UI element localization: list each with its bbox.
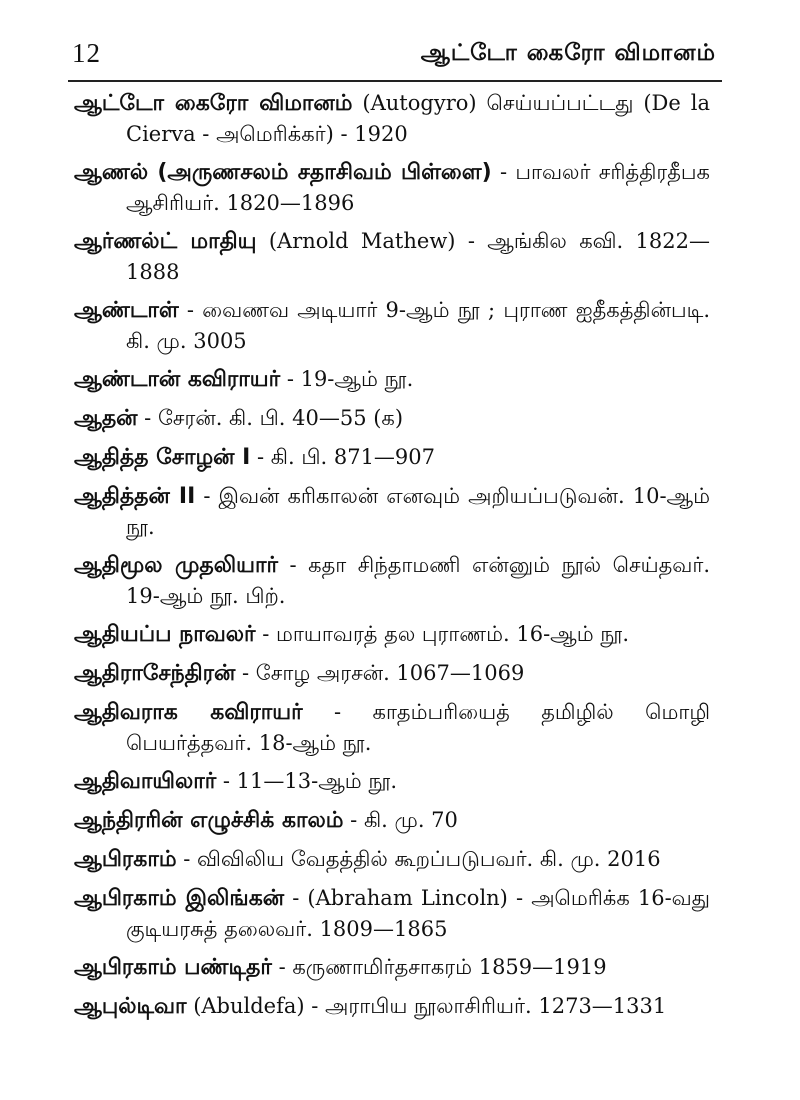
entry-text: - கி. பி. 871—907 [250,445,436,469]
entry-text: (Abuldefa) - அராபிய நூலாசிரியர். 1273—1331 [186,994,667,1018]
entry-text: - பாவலர் சரித்திரதீபக ஆசிரியர். 1820—1896 [126,160,710,215]
entry-head: ஆதித்த சோழன் I [74,445,251,470]
entry-aathiththan-ii [74,481,710,542]
entry-text: (Arnold Mathew) - ஆங்கில கவி. 1822—1888 [126,229,710,284]
entry-head: ஆதன் [74,406,138,431]
entry-text: - 19-ஆம் நூ. [280,367,414,391]
entry-aathiraasenthiran [74,658,710,689]
entry-aathimoola-muthaliyaar [74,550,710,611]
entry-aabirakaam-pandithar [74,952,710,983]
entry-text: - காதம்பரியைத் தமிழில் மொழி பெயர்த்தவர். 18-ஆம் நூ. [126,700,711,755]
page-header [72,32,716,78]
entry-aathiththa-chozhan [74,442,710,473]
entry-text: - இவன் கரிகாலன் எனவும் அறியப்படுவன். 10-ஆம் நூ. [126,484,710,539]
entry-text: - சோழ அரசன். 1067—1069 [235,661,525,685]
entry-head: ஆதிராசேந்திரன் [74,661,236,686]
entry-aanthirarin-ezhuchi [74,805,710,836]
entry-head: ஆணல் (அருணசலம் சதாசிவம் பிள்ளை) [74,160,492,185]
entry-text: - வைணவ அடியார் 9-ஆம் நூ ; புராண ஐதீகத்தின்படி. கி. மு. 3005 [126,298,710,353]
entry-text: (Autogyro) செய்யப்பட்டது (De la Cierva - அமெரிக்கர்) - 1920 [126,91,711,146]
entry-aabirakaam [74,844,710,875]
entry-text: - கி. மு. 70 [343,808,458,832]
header-rule [68,80,722,82]
entry-aathan [74,403,710,434]
entry-text: - கதா சிந்தாமணி என்னும் நூல் செய்தவர். 19-ஆம் நூ. பிற். [126,553,710,608]
entry-text: - (Abraham Lincoln) - அமெரிக்க 16-வது குடியரசுத் தலைவர். 1809—1865 [126,886,710,941]
entry-text: - 11—13-ஆம் நூ. [216,769,398,793]
entry-aanal [74,157,710,218]
running-title: ஆட்டோ கைரோ விமானம் [420,40,716,66]
entry-text: - விவிலிய வேதத்தில் கூறப்படுபவர். கி. மு. 2016 [176,847,661,871]
entry-head: ஆதிமூல முதலியார் [74,553,279,578]
entry-head: ஆந்திரரின் எழுச்சிக் காலம் [74,808,344,833]
page-number: 12 [72,38,101,68]
entry-head: ஆதிவாயிலார் [74,769,217,794]
entry-head: ஆண்டான் கவிராயர் [74,367,281,392]
entry-aathivaraaka-kaviraayar [74,697,710,758]
entry-head: ஆதியப்ப நாவலர் [74,622,256,647]
entry-text: - மாயாவரத் தல புராணம். 16-ஆம் நூ. [255,622,630,646]
entry-list [74,88,710,1030]
entry-head: ஆபிரகாம் [74,847,177,872]
entry-head: ஆபிரகாம் பண்டிதர் [74,955,272,980]
entry-arnold-mathew [74,226,710,287]
entry-abraham-lincoln [74,883,710,944]
entry-head: ஆதிவராக கவிராயர் [74,700,303,725]
entry-aathiyappa-naavalar [74,619,710,650]
entry-head: ஆதித்தன் II [74,484,196,509]
entry-autogyro [74,88,710,149]
entry-head: ஆட்டோ கைரோ விமானம் [74,91,353,116]
entry-head: ஆர்ணல்ட் மாதியு [74,229,257,254]
entry-text: - கருணாமிர்தசாகரம் 1859—1919 [271,955,607,979]
entry-abuldefa [74,991,710,1022]
entry-head: ஆண்டாள் [74,298,179,323]
entry-head: ஆபுல்டிவா [74,994,187,1019]
entry-aathivaayilaar [74,766,710,797]
entry-aandaal [74,295,710,356]
entry-aandaan-kaviraayar [74,364,710,395]
entry-text: - சேரன். கி. பி. 40—55 (க) [137,406,404,430]
entry-head: ஆபிரகாம் இலிங்கன் [74,886,285,911]
